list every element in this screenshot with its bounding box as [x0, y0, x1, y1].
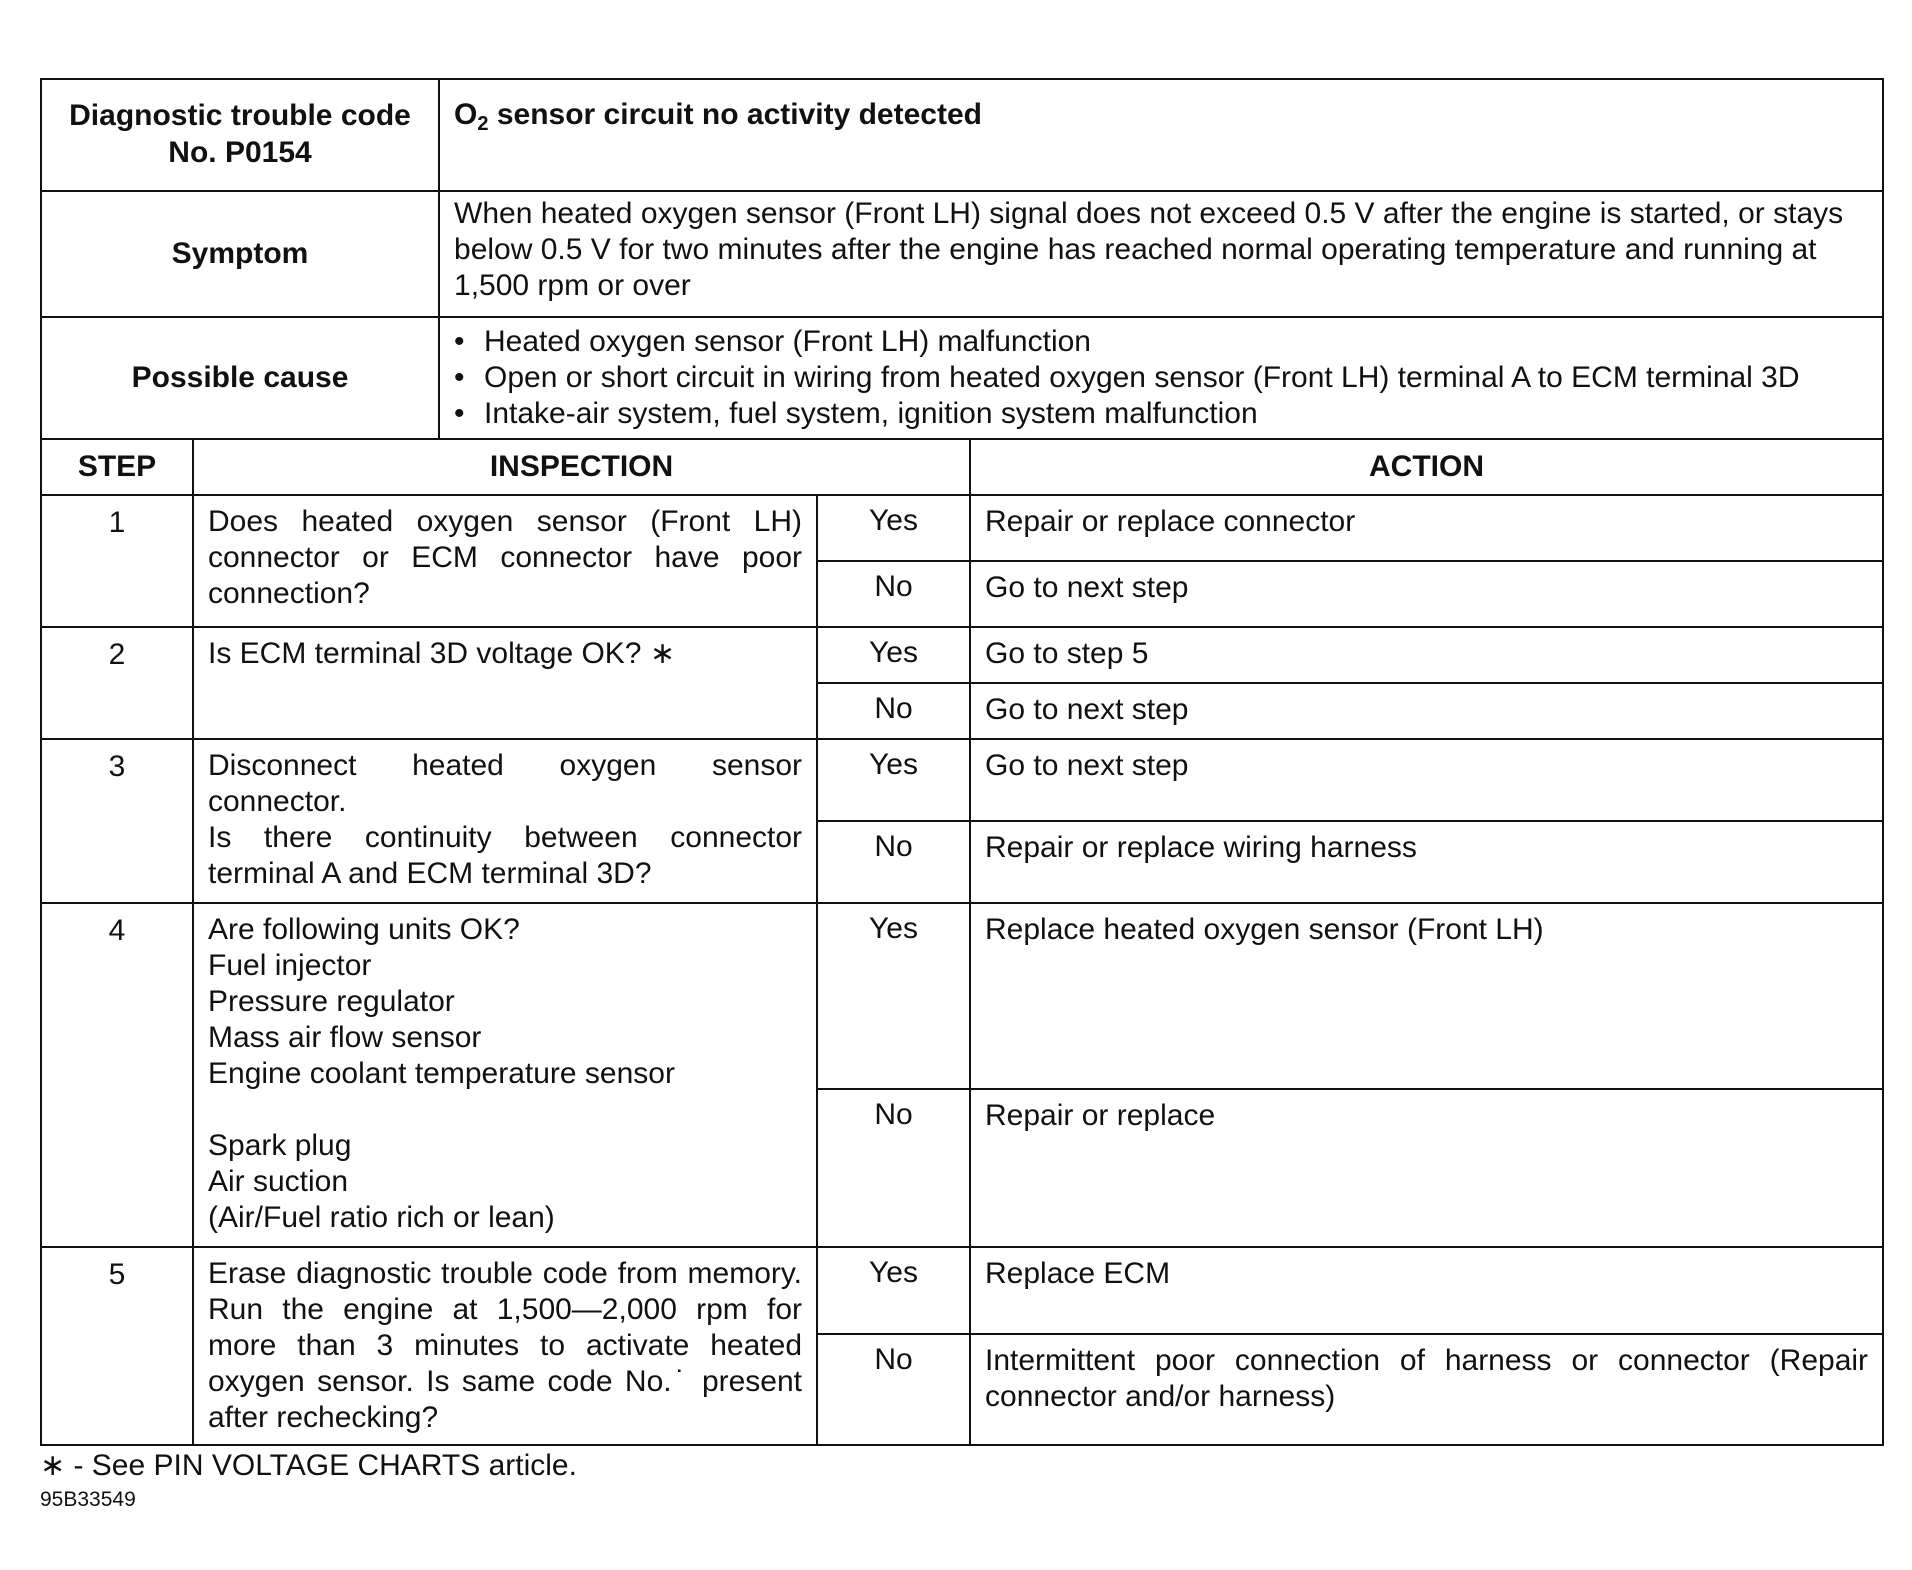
spacer	[208, 1092, 802, 1128]
yes-action: Repair or replace connector	[970, 495, 1883, 561]
action-column-header: ACTION	[970, 439, 1883, 495]
inspection-text: Does heated oxygen sensor (Front LH) connector or ECM connector have poor connection?	[193, 495, 817, 627]
inspection-text: Disconnect heated oxygen sensor connector.	[208, 749, 803, 818]
no-label: No	[817, 821, 970, 903]
trouble-code-title	[439, 79, 1883, 191]
unit-item: Engine coolant temperature sensor	[208, 1057, 675, 1090]
yes-label: Yes	[817, 1247, 970, 1334]
inspection-text: Is there continuity between connector terminal A and ECM terminal 3D?	[208, 821, 803, 890]
yes-action: Replace heated oxygen sensor (Front LH)	[970, 903, 1883, 1089]
cause-item: • Intake-air system, fuel system, ignition system malfunction	[454, 396, 1868, 432]
cause-item: • Heated oxygen sensor (Front LH) malfunction	[454, 324, 1868, 360]
title-prefix: O	[454, 98, 478, 131]
yes-label: Yes	[817, 495, 970, 561]
diagnostic-sheet	[40, 78, 1882, 1446]
unit-item: Air suction	[208, 1165, 349, 1198]
step-row	[41, 627, 1883, 683]
unit-item: (Air/Fuel ratio rich or lean)	[208, 1201, 555, 1234]
title-rest: sensor circuit no activity detected	[488, 98, 982, 131]
step-number: 2	[41, 627, 193, 739]
inspection-cell	[193, 903, 817, 1247]
no-label: No	[817, 683, 970, 739]
step-row	[41, 739, 1883, 821]
no-action: Intermittent poor connection of harness or connector (Repair connector and/or harness)	[970, 1334, 1883, 1445]
step-number: 4	[41, 903, 193, 1247]
step-number: 5	[41, 1247, 193, 1445]
inspection-text: Erase diagnostic trouble code from memory. Run the engine at 1,500—2,000 rpm for more than 3 minutes to activate heated oxygen sensor. Is same code No.˙ present after rechecking?	[193, 1247, 817, 1445]
possible-cause-cell	[439, 317, 1883, 439]
symptom-text: When heated oxygen sensor (Front LH) signal does not exceed 0.5 V after the engine is started, or stays below 0.5 V for two minutes after the engine has reached normal operating temperature and running at 1,500 rpm or over	[439, 191, 1883, 317]
no-label: No	[817, 1089, 970, 1247]
possible-cause-label: Possible cause	[41, 317, 439, 439]
yes-label: Yes	[817, 739, 970, 821]
inspection-text: Are following units OK?	[208, 913, 520, 946]
no-action: Repair or replace wiring harness	[970, 821, 1883, 903]
unit-item: Pressure regulator	[208, 985, 455, 1018]
no-action: Repair or replace	[970, 1089, 1883, 1247]
diagnostic-table	[40, 78, 1884, 1446]
symptom-row	[41, 191, 1883, 317]
step-number: 3	[41, 739, 193, 903]
step-row	[41, 1247, 1883, 1334]
yes-label: Yes	[817, 627, 970, 683]
column-header-row	[41, 439, 1883, 495]
no-label: No	[817, 1334, 970, 1445]
symptom-label: Symptom	[41, 191, 439, 317]
yes-action: Go to step 5	[970, 627, 1883, 683]
no-action: Go to next step	[970, 561, 1883, 627]
footnote: ∗ - See PIN VOLTAGE CHARTS article.	[40, 1449, 577, 1482]
title-subscript: 2	[477, 113, 489, 135]
figure-id: 95B33549	[40, 1488, 136, 1511]
no-action: Go to next step	[970, 683, 1883, 739]
inspection-column-header: INSPECTION	[193, 439, 970, 495]
step-number: 1	[41, 495, 193, 627]
no-label: No	[817, 561, 970, 627]
header-code-row	[41, 79, 1883, 191]
cause-item: • Open or short circuit in wiring from heated oxygen sensor (Front LH) terminal A to ECM terminal 3D	[454, 360, 1868, 396]
unit-item: Mass air flow sensor	[208, 1021, 482, 1054]
yes-label: Yes	[817, 903, 970, 1089]
unit-item: Fuel injector	[208, 949, 372, 982]
inspection-text: Is ECM terminal 3D voltage OK? ∗	[193, 627, 817, 739]
yes-action: Replace ECM	[970, 1247, 1883, 1334]
cause-list	[440, 318, 1882, 438]
step-row	[41, 903, 1883, 1089]
yes-action: Go to next step	[970, 739, 1883, 821]
unit-item: Spark plug	[208, 1129, 352, 1162]
inspection-cell	[193, 739, 817, 903]
step-column-header: STEP	[41, 439, 193, 495]
step-row	[41, 495, 1883, 561]
possible-cause-row	[41, 317, 1883, 439]
trouble-code-label: Diagnostic trouble code No. P0154	[41, 79, 439, 191]
